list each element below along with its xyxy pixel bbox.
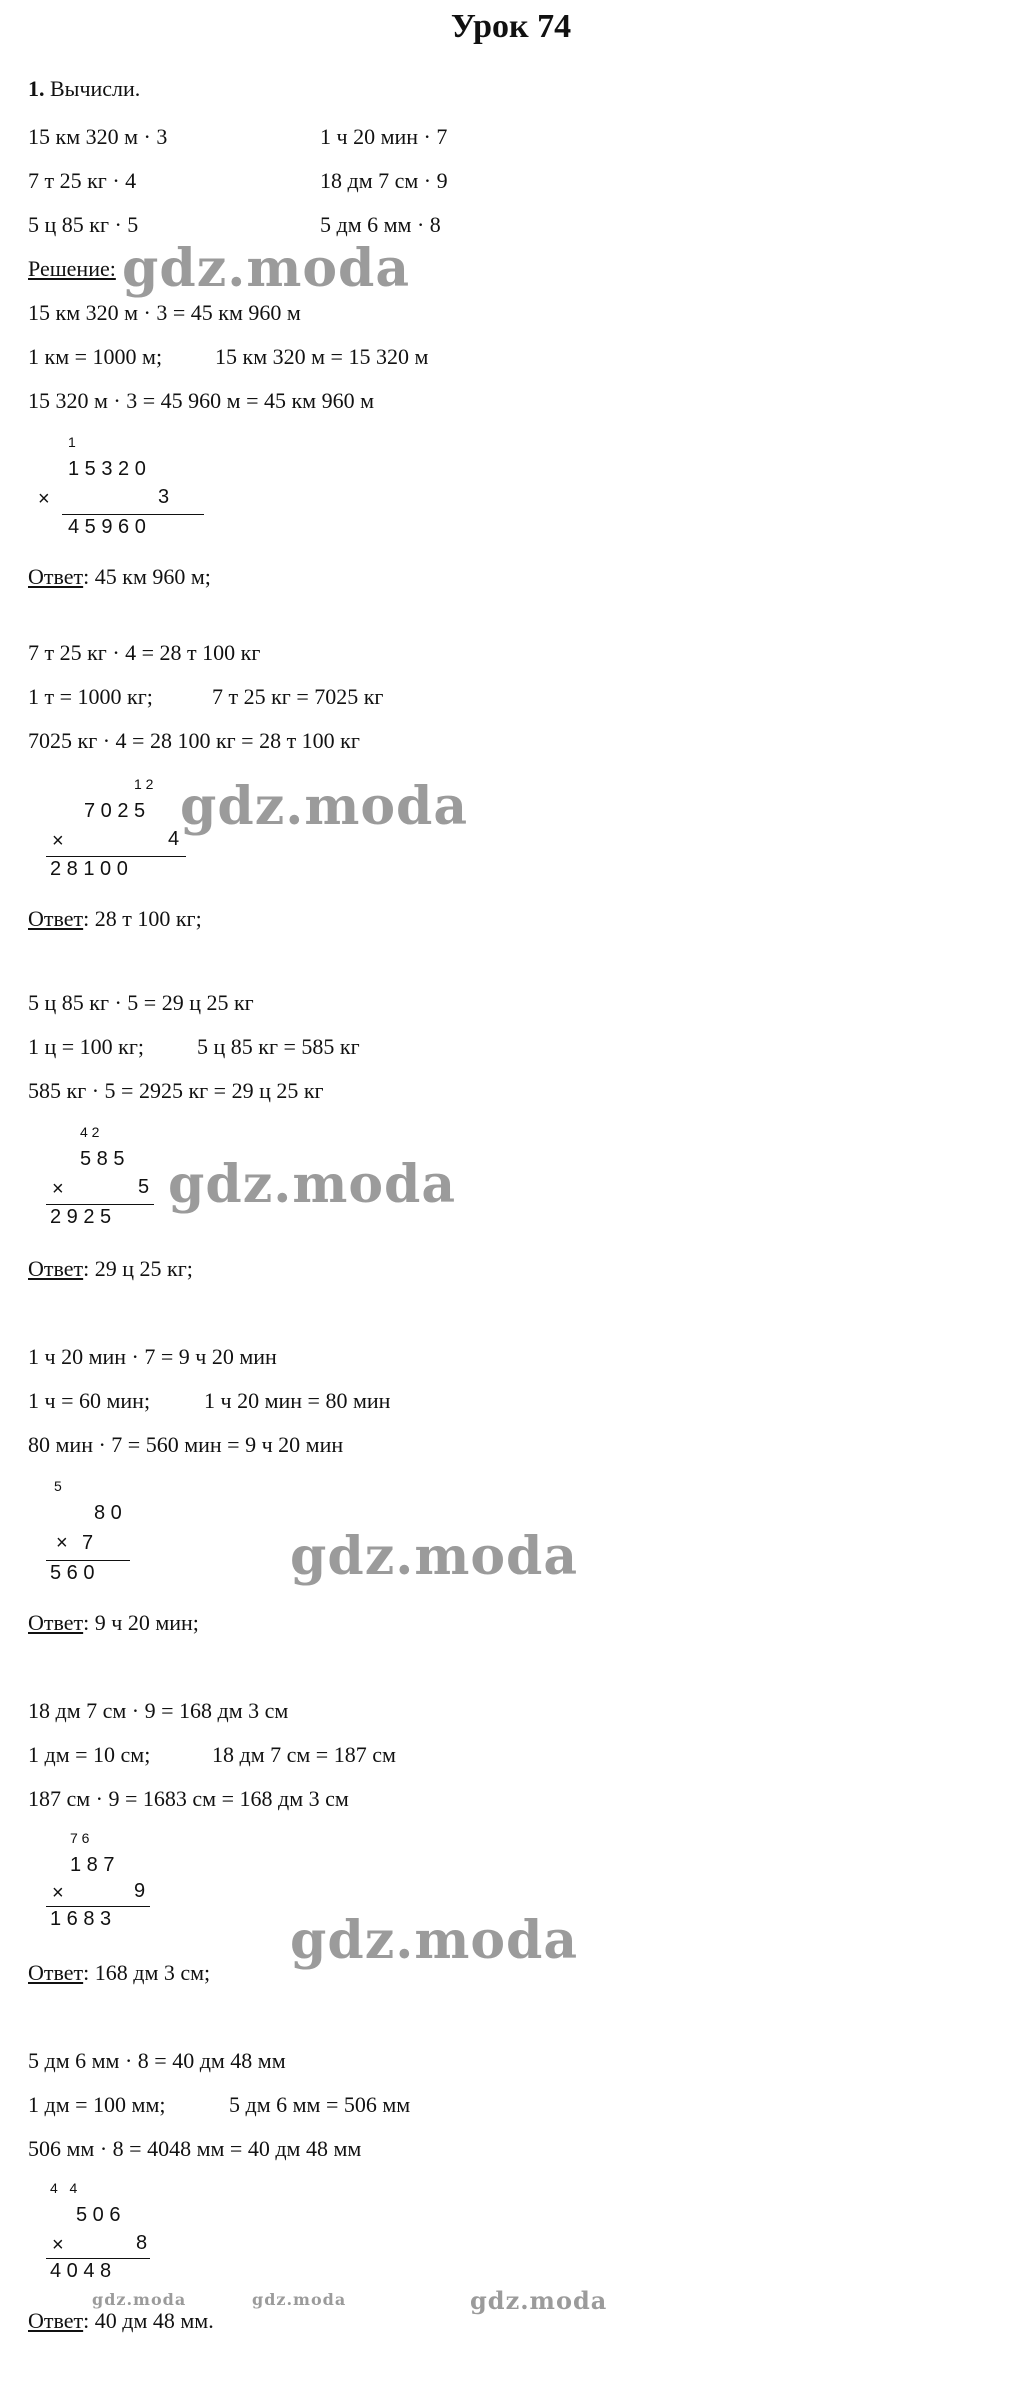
block4-answer xyxy=(28,1610,199,1636)
problem-2: 1 ч 20 мин · 7 xyxy=(320,124,448,149)
block4-multiplier: 7 xyxy=(82,1532,94,1554)
block5-answer xyxy=(28,1960,210,1986)
answer-label: Ответ xyxy=(28,1256,84,1281)
watermark: gdz.moda xyxy=(252,2290,347,2309)
block2-equation: 7 т 25 кг · 4 = 28 т 100 кг xyxy=(28,640,261,665)
block2-conversion-unit: 1 т = 1000 кг; xyxy=(28,684,153,709)
block6-multiplier: 8 xyxy=(136,2232,148,2254)
block6-answer xyxy=(28,2308,214,2334)
answer-label: Ответ xyxy=(28,1610,84,1635)
block1-answer xyxy=(28,564,211,590)
block3-times-sign: × xyxy=(52,1178,64,1200)
block1-result: 4 5 9 6 0 xyxy=(68,516,146,538)
problem-3: 7 т 25 кг · 4 xyxy=(28,168,137,193)
block2-multiplier: 4 xyxy=(168,828,180,850)
block6-result: 4 0 4 8 xyxy=(50,2260,112,2282)
problem-1: 15 км 320 м · 3 xyxy=(28,124,168,149)
block1-answer-value: : 45 км 960 м; xyxy=(83,564,211,589)
block3-conversion-unit: 1 ц = 100 кг; xyxy=(28,1034,145,1059)
block3-conversion-value: 5 ц 85 кг = 585 кг xyxy=(197,1034,360,1059)
block3-multiplier: 5 xyxy=(138,1176,150,1198)
block2-multiplicand: 7 0 2 5 xyxy=(84,800,146,822)
block1-conversion-unit: 1 км = 1000 м; xyxy=(28,344,163,369)
block3-carry: 4 2 xyxy=(80,1124,100,1140)
block2-result: 2 8 1 0 0 xyxy=(50,858,128,880)
block1-multiplier: 3 xyxy=(158,486,170,508)
block4-carry: 5 xyxy=(54,1478,62,1494)
page-title: Урок 74 xyxy=(450,8,572,45)
block1-conversion-value: 15 км 320 м = 15 320 м xyxy=(215,344,429,369)
block5-multiplier: 9 xyxy=(134,1880,146,1902)
problem-6: 5 дм 6 мм · 8 xyxy=(320,212,441,237)
block4-conversion-unit: 1 ч = 60 мин; xyxy=(28,1388,151,1413)
watermark: gdz.moda xyxy=(122,238,411,299)
watermark: gdz.moda xyxy=(290,1910,579,1971)
block3-answer-value: : 29 ц 25 кг; xyxy=(83,1256,193,1281)
block6-equation: 5 дм 6 мм · 8 = 40 дм 48 мм xyxy=(28,2048,286,2073)
block5-carry: 7 6 xyxy=(70,1830,90,1846)
block1-multiplicand: 1 5 3 2 0 xyxy=(68,458,146,480)
block2-answer xyxy=(28,906,202,932)
block5-result: 1 6 8 3 xyxy=(50,1908,112,1930)
block1-carry: 1 xyxy=(68,434,76,450)
block6-calculation: 506 мм · 8 = 4048 мм = 40 дм 48 мм xyxy=(28,2136,362,2161)
block4-times-sign: × xyxy=(56,1532,68,1554)
block5-conversion-value: 18 дм 7 см = 187 см xyxy=(212,1742,396,1767)
watermark: gdz.moda xyxy=(180,776,469,837)
block3-calculation: 585 кг · 5 = 2925 кг = 29 ц 25 кг xyxy=(28,1078,324,1103)
block4-conversion-value: 1 ч 20 мин = 80 мин xyxy=(204,1388,391,1413)
block5-conversion-unit: 1 дм = 10 см; xyxy=(28,1742,151,1767)
block6-multiplicand: 5 0 6 xyxy=(76,2204,121,2226)
block3-equation: 5 ц 85 кг · 5 = 29 ц 25 кг xyxy=(28,990,254,1015)
answer-label: Ответ xyxy=(28,564,84,589)
answer-label: Ответ xyxy=(28,1960,84,1985)
block3-multiplicand: 5 8 5 xyxy=(80,1148,125,1170)
block5-multiplicand: 1 8 7 xyxy=(70,1854,115,1876)
block5-times-sign: × xyxy=(52,1882,64,1904)
task-number: 1. xyxy=(28,76,45,101)
block5-answer-value: : 168 дм 3 см; xyxy=(83,1960,211,1985)
answer-label: Ответ xyxy=(28,906,84,931)
block4-answer-value: : 9 ч 20 мин; xyxy=(83,1610,199,1635)
block1-equation: 15 км 320 м · 3 = 45 км 960 м xyxy=(28,300,301,325)
block1-column-rule xyxy=(62,514,204,515)
block4-result: 5 6 0 xyxy=(50,1562,95,1584)
block6-times-sign: × xyxy=(52,2234,64,2256)
block2-answer-value: : 28 т 100 кг; xyxy=(83,906,202,931)
block3-answer xyxy=(28,1256,193,1282)
answer-label: Ответ xyxy=(28,2308,84,2333)
block2-carry: 1 2 xyxy=(134,776,154,792)
watermark: gdz.moda xyxy=(470,2286,608,2315)
solution-label: Решение: xyxy=(28,256,116,281)
block3-result: 2 9 2 5 xyxy=(50,1206,112,1228)
block1-times-sign: × xyxy=(38,488,50,510)
block4-equation: 1 ч 20 мин · 7 = 9 ч 20 мин xyxy=(28,1344,277,1369)
block1-calculation: 15 320 м · 3 = 45 960 м = 45 км 960 м xyxy=(28,388,375,413)
block6-carry: 4 4 xyxy=(50,2180,78,2196)
task-instruction: Вычисли. xyxy=(50,76,141,101)
block5-column-rule xyxy=(46,1906,150,1907)
block5-calculation: 187 см · 9 = 1683 см = 168 дм 3 см xyxy=(28,1786,349,1811)
block6-conversion-unit: 1 дм = 100 мм; xyxy=(28,2092,166,2117)
block6-answer-value: : 40 дм 48 мм. xyxy=(83,2308,214,2333)
task-heading xyxy=(28,76,140,102)
watermark: gdz.moda xyxy=(168,1154,457,1215)
block2-column-rule xyxy=(46,856,186,857)
block6-column-rule xyxy=(46,2258,150,2259)
block3-column-rule xyxy=(46,1204,154,1205)
block4-column-rule xyxy=(46,1560,130,1561)
block2-calculation: 7025 кг · 4 = 28 100 кг = 28 т 100 кг xyxy=(28,728,360,753)
block4-multiplicand: 8 0 xyxy=(94,1502,122,1524)
block5-equation: 18 дм 7 см · 9 = 168 дм 3 см xyxy=(28,1698,289,1723)
block2-conversion-value: 7 т 25 кг = 7025 кг xyxy=(212,684,384,709)
block6-conversion-value: 5 дм 6 мм = 506 мм xyxy=(229,2092,411,2117)
block4-calculation: 80 мин · 7 = 560 мин = 9 ч 20 мин xyxy=(28,1432,344,1457)
problem-4: 18 дм 7 см · 9 xyxy=(320,168,448,193)
problem-5: 5 ц 85 кг · 5 xyxy=(28,212,139,237)
watermark: gdz.moda xyxy=(290,1526,579,1587)
block2-times-sign: × xyxy=(52,830,64,852)
watermark: gdz.moda xyxy=(92,2290,187,2309)
